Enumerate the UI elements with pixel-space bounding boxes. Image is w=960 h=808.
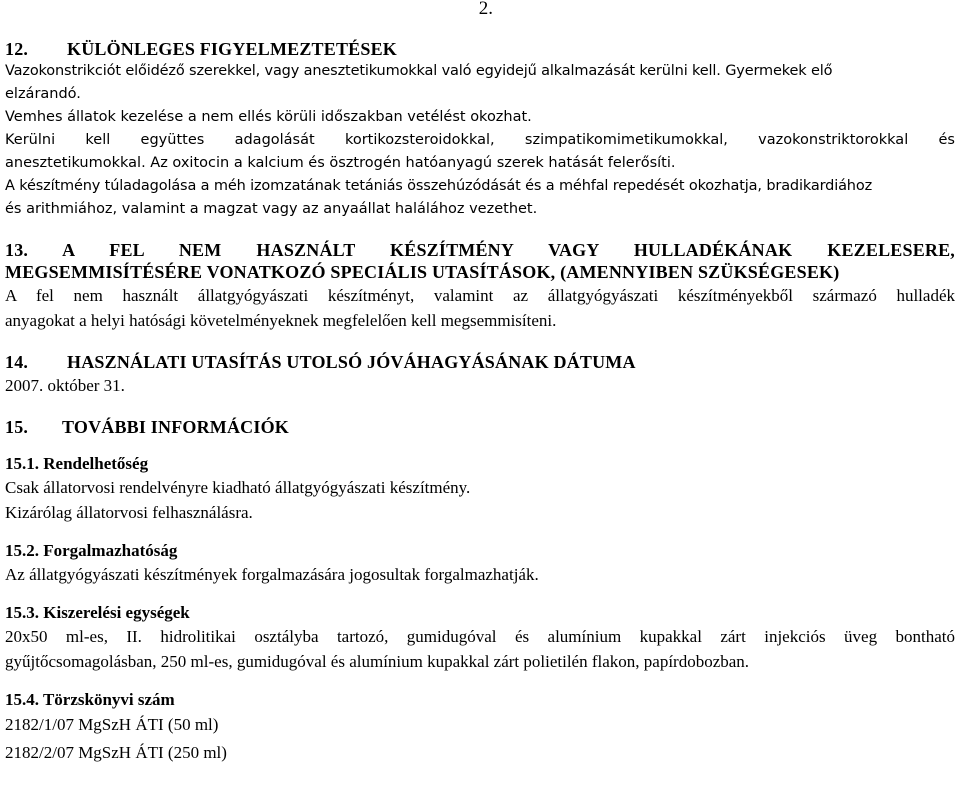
document-body bbox=[5, 38, 955, 767]
section-12-number: 12. bbox=[5, 39, 29, 59]
section-14-title: HASZNÁLATI UTASÍTÁS UTOLSÓ JÓVÁHAGYÁSÁNAK DÁTUMA bbox=[67, 352, 636, 372]
section-13-title-line2: MEGSEMMISÍTÉSÉRE VONATKOZÓ SPECIÁLIS UTASÍTÁSOK, (AMENNYIBEN SZÜKSÉGESEK) bbox=[5, 262, 840, 282]
section-15-title: TOVÁBBI INFORMÁCIÓK bbox=[62, 417, 289, 437]
section-14-date: 2007. október 31. bbox=[5, 376, 125, 395]
s15-4-line1: 2182/1/07 MgSzH ÁTI (50 ml) bbox=[5, 715, 219, 734]
subsection-15-3-text bbox=[5, 624, 955, 674]
subsection-15-4-title: 15.4. Törzskönyvi szám bbox=[5, 690, 175, 709]
subsection-15-3-title: 15.3. Kiszerelési egységek bbox=[5, 603, 190, 622]
s12-p1-line1: Vazokonstrikciót előidéző szerekkel, vagy anesztetikumokkal való egyidejű alkalmazását kerülni kell. Gyermekek elő bbox=[5, 63, 833, 79]
section-12-heading bbox=[5, 38, 955, 60]
subsection-15-4-text bbox=[5, 711, 955, 767]
s12-p4-line1: A készítmény túladagolása a méh izomzatának tetániás összehúzódását és a méhfal repedését okozhatja, bradikardiához bbox=[5, 178, 873, 194]
section-13-title-line1: 13. A FEL NEM HASZNÁLT KÉSZÍTMÉNY VAGY HULLADÉKÁNAK KEZELESERE, bbox=[5, 240, 955, 260]
section-12-title: KÜLÖNLEGES FIGYELMEZTETÉSEK bbox=[67, 39, 397, 59]
section-14-heading bbox=[5, 351, 955, 373]
s12-p3-line2: anesztetikumokkal. Az oxitocin a kalcium és ösztrogén hatóanyagú szerek hatását felerősíti. bbox=[5, 155, 676, 171]
section-13-heading bbox=[5, 239, 955, 283]
s12-p4-line2: és arithmiához, valamint a magzat vagy az anyaállat halálához vezethet. bbox=[5, 201, 538, 217]
s12-p2: Vemhes állatok kezelése a nem ellés körüli időszakban vetélést okozhat. bbox=[5, 109, 532, 125]
s13-body-line1: A fel nem használt állatgyógyászati készítményt, valamint az állatgyógyászati készítményekből származó hulladék bbox=[5, 286, 955, 305]
s12-p1-line2: elzárandó. bbox=[5, 86, 81, 102]
s15-3-line2: gyűjtőcsomagolásban, 250 ml-es, gumidugóval és alumínium kupakkal zárt polietilén flakon, papírdobozban. bbox=[5, 652, 750, 671]
subsection-15-2-text bbox=[5, 562, 955, 587]
section-12-text bbox=[5, 60, 955, 221]
s15-2-line1: Az állatgyógyászati készítmények forgalmazására jogosultak forgalmazhatják. bbox=[5, 565, 539, 584]
subsection-15-1-text bbox=[5, 475, 955, 525]
subsection-15-2-title: 15.2. Forgalmazhatóság bbox=[5, 541, 178, 560]
section-15-number: 15. bbox=[5, 417, 29, 437]
s13-body-line2: anyagokat a helyi hatósági követelményeknek megfelelően kell megsemmisíteni. bbox=[5, 311, 557, 330]
s12-p3-line1: Kerülni kell együttes adagolását kortikozsteroidokkal, szimpatikomimetikumokkal, vazokonstriktorokkal és bbox=[5, 132, 955, 148]
section-13-text bbox=[5, 283, 955, 333]
subsection-15-1-title: 15.1. Rendelhetőség bbox=[5, 454, 149, 473]
s15-4-line2: 2182/2/07 MgSzH ÁTI (250 ml) bbox=[5, 743, 227, 762]
s15-3-line1: 20x50 ml-es, II. hidrolitikai osztályba tartozó, gumidugóval és alumínium kupakkal zárt injekciós üveg bontható bbox=[5, 627, 955, 646]
s15-1-line1: Csak állatorvosi rendelvényre kiadható állatgyógyászati készítmény. bbox=[5, 478, 471, 497]
s15-1-line2: Kizárólag állatorvosi felhasználásra. bbox=[5, 503, 253, 522]
section-15-heading bbox=[5, 416, 955, 438]
page-number: 2. bbox=[478, 0, 493, 19]
section-14-number: 14. bbox=[5, 352, 29, 372]
